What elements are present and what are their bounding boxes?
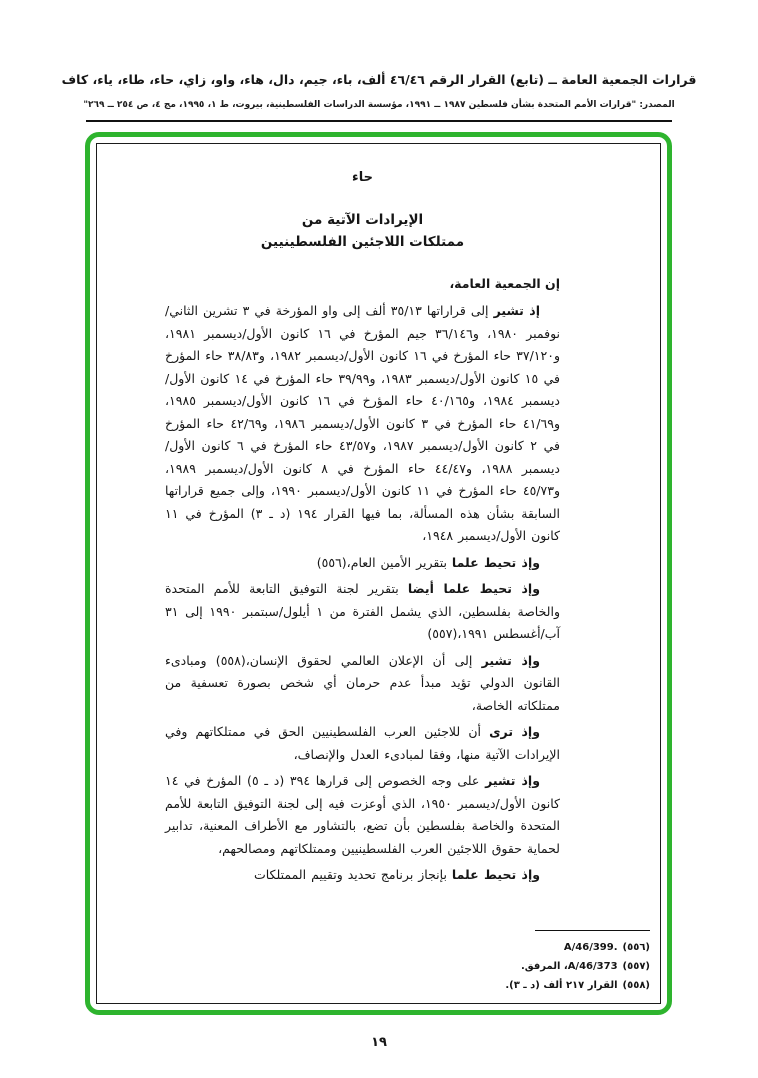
paragraph-lead: وإذ تشير xyxy=(485,773,540,788)
paragraph-text: على وجه الخصوص إلى قرارها ٣٩٤ (د ـ ٥) المؤرخ في ١٤ كانون الأول/ديسمبر ١٩٥٠، الذي أوعزت فيه إلى لجنة التوفيق التابعة للأمم المتحدة والخاصة بفلسطين بأن تضع، بالتشاور مع الأطراف المعنية، تدابير لحماية حقوق اللاجئين العرب الفلسطينيين وممتلكاتهم ومصالحهم، xyxy=(165,773,560,856)
footnote-rule xyxy=(535,930,650,931)
footnote xyxy=(505,976,650,995)
footnote-text: A/46/373، المرفق. xyxy=(520,961,618,972)
paragraph-lead: وإذ تحيط علما أيضا xyxy=(407,581,540,596)
paragraph-lead: وإذ تحيط علما xyxy=(451,867,540,882)
footnote-block xyxy=(505,930,650,995)
footnote-marker: (٥٥٦) xyxy=(622,942,650,953)
footnote-marker: (٥٥٨) xyxy=(622,980,650,991)
footnote xyxy=(505,938,650,957)
preambular-paragraph xyxy=(165,578,560,646)
page-number: ١٩ xyxy=(371,1035,387,1050)
paragraph-text: أن للاجئين العرب الفلسطينيين الحق في ممتلكاتهم وفي الإيرادات الآتية منها، وفقا لمبادىء العدل والإنصاف، xyxy=(165,724,560,762)
footnote-marker: (٥٥٧) xyxy=(622,961,650,972)
paragraph-lead: إذ تشير xyxy=(493,303,540,318)
paragraph-text: بتقرير الأمين العام،(٥٥٦) xyxy=(316,554,452,570)
preambular-paragraph xyxy=(165,300,560,548)
source-line: المصدر: "قرارات الأمم المتحدة بشأن فلسطين ١٩٨٧ ــ ١٩٩١، مؤسسة الدراسات الفلسطينية، بيروت، ط ١، ١٩٩٥، مج ٤، ص ٢٥٤ ــ ٢٦٩" xyxy=(83,100,675,110)
paragraph-text: إلى أن الإعلان العالمي لحقوق الإنسان،(٥٥٨) ومبادىء القانون الدولي تؤيد مبدأ عدم حرمان أي شخص بصورة تعسفية من ممتلكاته الخاصة، xyxy=(165,652,560,713)
footnote xyxy=(505,957,650,976)
paragraph-text: بتقرير لجنة التوفيق التابعة للأمم المتحدة والخاصة بفلسطين، الذي يشمل الفترة من ١ أيلول/سبتمبر ١٩٩٠ إلى ٣١ آب/أغسطس ١٩٩١،(٥٥٧) xyxy=(165,581,560,641)
paragraph-text: بإنجاز برنامج تحديد وتقييم الممتلكات xyxy=(253,867,452,882)
preambular-paragraph xyxy=(165,552,560,575)
preambular-paragraph xyxy=(165,650,560,718)
preambular-paragraph xyxy=(165,864,560,887)
resolution-title-line2: ممتلكات اللاجئين الفلسطينيين xyxy=(260,234,465,250)
preambular-paragraph xyxy=(165,770,560,860)
paragraph-lead: وإذ تشير xyxy=(481,652,540,668)
preambular-paragraph xyxy=(165,721,560,766)
header-rule xyxy=(86,120,672,122)
footnote-text: A/46/399.‎ xyxy=(563,942,618,953)
inner-frame xyxy=(96,143,661,1004)
resolution-body xyxy=(97,144,660,891)
preamble-opening: إن الجمعية العامة، xyxy=(449,276,560,291)
paragraph-text: إلى قراراتها ٣٥/١٣ ألف إلى واو المؤرخة في ٣ تشرين الثاني/نوفمبر ١٩٨٠، و٣٦/١٤٦ جيم المؤرخ في ١٦ كانون الأول/ديسمبر ١٩٨١، و٣٧/١٢٠ حاء المؤرخ في ١٦ كانون الأول/ديسمبر ١٩٨٢، و٣٨/٨٣ حاء المؤرخ في ١٥ كانون الأول/ديسمبر ١٩٨٣، و٣٩/٩٩ حاء المؤرخ في ١٤ كانون الأول/ديسمبر ١٩٨٤، و٤٠/١٦٥ حاء المؤرخ في ١٦ كانون الأول/ديسمبر ١٩٨٥، و٤١/٦٩ حاء المؤرخ في ٣ كانون الأول/ديسمبر ١٩٨٦، و٤٢/٦٩ حاء المؤرخ في ٢ كانون الأول/ديسمبر ١٩٨٧، و٤٣/٥٧ حاء المؤرخ في ٦ كانون الأول/ديسمبر ١٩٨٨، و٤٤/٤٧ حاء المؤرخ في ٨ كانون الأول/ديسمبر ١٩٨٩، و٤٥/٧٣ حاء المؤرخ في ١١ كانون الأول/ديسمبر ١٩٩٠، وإلى جميع قراراتها السابقة بشأن هذه المسألة، بما فيها القرار ١٩٤ (د ـ ٣) المؤرخ في ١١ كانون الأول/ديسمبر ١٩٤٨، xyxy=(165,303,561,543)
resolution-title-line1: الإيرادات الآتية من xyxy=(301,212,424,228)
paragraph-lead: وإذ ترى xyxy=(489,724,540,739)
footnote-text: القرار ٢١٧ ألف (د ـ ٣). xyxy=(505,980,618,991)
paragraph-lead: وإذ تحيط علما xyxy=(451,554,540,570)
running-header: قرارات الجمعية العامة ــ (تابع) القرار الرقم ٤٦/٤٦ ألف، باء، جيم، دال، هاء، واو، زاي، حاء، طاء، ياء، كاف xyxy=(61,72,697,87)
section-letter: حاء xyxy=(352,170,373,185)
green-border-frame xyxy=(85,132,672,1015)
